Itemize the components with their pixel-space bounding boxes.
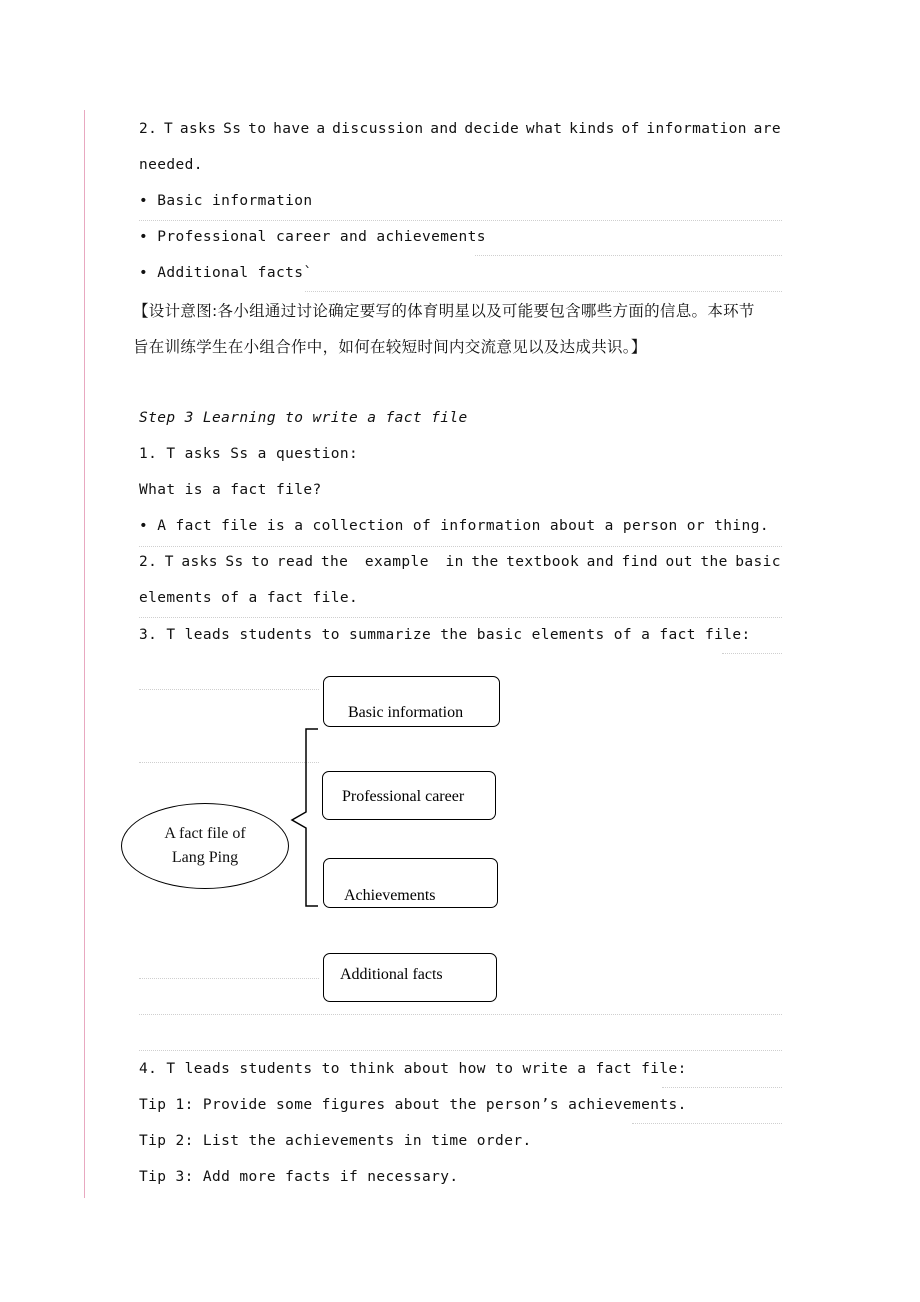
- bullet-additional-facts: • Additional facts`: [139, 265, 313, 281]
- box-additional-facts: [323, 953, 497, 1002]
- question-intro: 1. T asks Ss a question:: [139, 446, 359, 462]
- word: kinds: [569, 121, 615, 137]
- word: to: [251, 554, 270, 570]
- word: asks: [181, 554, 218, 570]
- word: find: [621, 554, 658, 570]
- read-line2: elements of a fact file.: [139, 590, 359, 606]
- word: T: [163, 121, 174, 137]
- word: example: [355, 554, 429, 570]
- word: and: [430, 121, 458, 137]
- center-label-line2: Lang Ping: [171, 849, 239, 866]
- question: What is a fact file?: [139, 482, 322, 498]
- word: and: [586, 554, 614, 570]
- word: decide: [464, 121, 520, 137]
- tip-2: Tip 2: List the achievements in time order.: [139, 1133, 532, 1149]
- word: T: [164, 554, 174, 570]
- box-label: Achievements: [344, 887, 436, 904]
- box-label: Additional facts: [340, 966, 443, 983]
- box-label: Basic information: [348, 704, 464, 721]
- word: basic: [735, 554, 781, 570]
- word: out: [665, 554, 693, 570]
- summarize-line: 3. T leads students to summarize the basic elements of a fact file:: [139, 627, 751, 643]
- center-label-line1: A fact file of: [164, 825, 246, 842]
- dotted-rule: [662, 1087, 782, 1088]
- word: have: [273, 121, 310, 137]
- word: are: [753, 121, 781, 137]
- word: 2.: [139, 554, 158, 570]
- word: of: [621, 121, 640, 137]
- box-professional-career: [322, 771, 496, 820]
- word: the: [700, 554, 728, 570]
- design-intent-line1: 【设计意图:各小组通过讨论确定要写的体育明星以及可能要包含哪些方面的信息。本环节: [133, 302, 755, 320]
- tip-3: Tip 3: Add more facts if necessary.: [139, 1169, 459, 1185]
- step4-intro: 4. T leads students to think about how to write a fact file:: [139, 1061, 687, 1077]
- bullet-basic-information: • Basic information: [139, 193, 313, 209]
- word: Ss: [225, 554, 244, 570]
- word: textbook: [506, 554, 580, 570]
- word: read: [276, 554, 314, 570]
- step2-line2: needed.: [139, 157, 203, 173]
- tip-1: Tip 1: Provide some figures about the person’s achievements.: [139, 1097, 687, 1113]
- answer: • A fact file is a collection of information about a person or thing.: [139, 518, 769, 534]
- word: 2.: [139, 121, 158, 137]
- word: asks: [179, 121, 217, 137]
- design-intent-line2: 旨在训练学生在小组合作中，如何在较短时间内交流意见以及达成共识。】: [133, 338, 647, 356]
- word: Ss: [223, 121, 242, 137]
- word: discussion: [332, 121, 424, 137]
- box-label: Professional career: [342, 788, 465, 805]
- bullet-professional-career: • Professional career and achievements: [139, 229, 486, 245]
- step3-heading: Step 3 Learning to write a fact file: [139, 410, 468, 426]
- word: in: [436, 554, 464, 570]
- word: what: [525, 121, 563, 137]
- word: to: [248, 121, 267, 137]
- box-basic-information: [323, 676, 500, 727]
- word: information: [646, 121, 747, 137]
- box-achievements: [323, 858, 498, 908]
- word: a: [316, 121, 326, 137]
- word: the: [320, 554, 349, 570]
- dotted-rule: [632, 1123, 782, 1124]
- word: the: [471, 554, 499, 570]
